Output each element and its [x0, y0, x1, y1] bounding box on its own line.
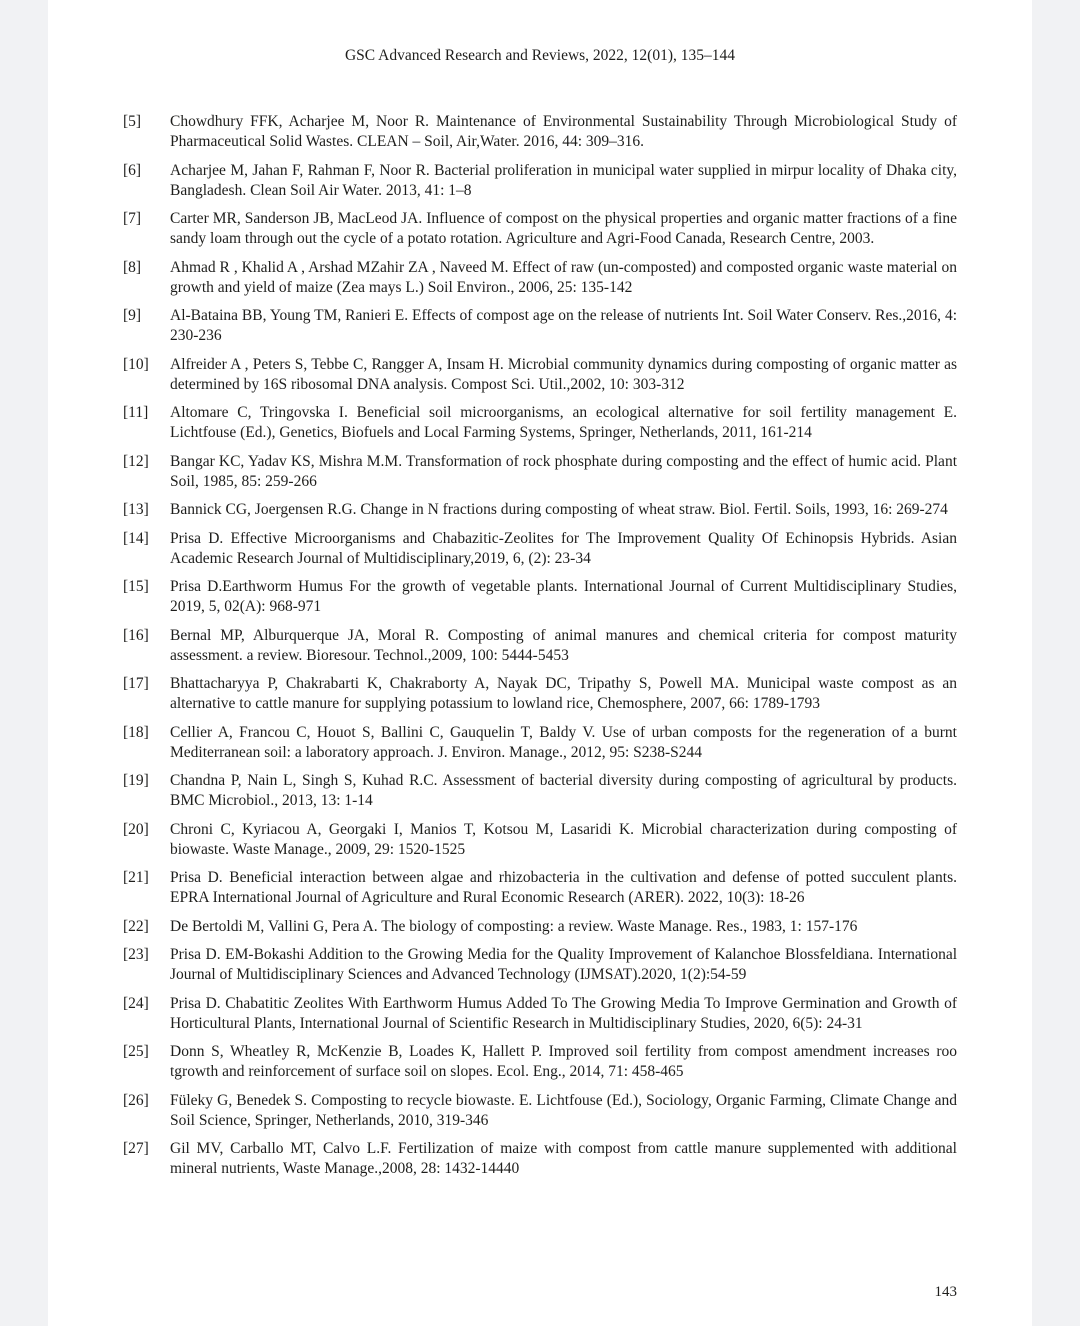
reference-text: Chroni C, Kyriacou A, Georgaki I, Manios T, Kotsou M, Lasaridi K. Microbial characterization during composting of biowaste. Waste Manage., 2009, 29: 1520-1525	[170, 820, 957, 858]
journal-header: GSC Advanced Research and Reviews, 2022, 12(01), 135–144	[344, 47, 735, 64]
reference-text: Alfreider A , Peters S, Tebbe C, Rangger A, Insam H. Microbial community dynamics during composting of organic matter as determined by 16S ribosomal DNA analysis. Compost Sci. Util.,2002, 10: 303-312	[170, 355, 957, 393]
page-number: 143	[934, 1284, 957, 1300]
reference-text: Bangar KC, Yadav KS, Mishra M.M. Transformation of rock phosphate during composting and the effect of humic acid. Plant Soil, 1985, 85: 259-266	[170, 452, 957, 490]
document-page	[48, 0, 1032, 1326]
reference-text: Bhattacharyya P, Chakrabarti K, Chakraborty A, Nayak DC, Tripathy S, Powell MA. Municipal waste compost as an alternative to cattle manure for supplying potassium to lowland rice, Chemosphere, 2007, 66: 1789-1793	[170, 675, 957, 712]
reference-text: Prisa D.Earthworm Humus For the growth of vegetable plants. International Journal of Current Multidisciplinary Studies, 2019, 5, 02(A): 968-971	[170, 578, 957, 615]
reference-number: [20]	[123, 820, 149, 838]
reference-item	[123, 994, 957, 1034]
reference-text: Prisa D. EM-Bokashi Addition to the Growing Media for the Quality Improvement of Kalanchoe Blossfeldiana. International Journal of Multidisciplinary Sciences and Advanced Technology (IJMSAT).2020, 1(2):54-59	[170, 946, 957, 983]
reference-text: Cellier A, Francou C, Houot S, Ballini C, Gauquelin T, Baldy V. Use of urban composts for the regeneration of a burnt Mediterranean soil: a laboratory approach. J. Environ. Manage., 2012, 95: S238-S244	[170, 723, 957, 761]
reference-number: [27]	[123, 1140, 149, 1157]
reference-text: Prisa D. Beneficial interaction between algae and rhizobacteria in the cultivation and defense of potted succulent plants. EPRA International Journal of Agriculture and Rural Economic Research (ARER). 2022, 10(3): 18-26	[170, 869, 957, 906]
reference-text: Chowdhury FFK, Acharjee M, Noor R. Maintenance of Environmental Sustainability Through Microbiological Study of Pharmaceutical Solid Wastes. CLEAN – Soil, Air,Water. 2016, 44: 309–316.	[170, 113, 957, 150]
reference-item	[123, 112, 957, 152]
reference-item	[123, 1139, 957, 1179]
reference-text: Donn S, Wheatley R, McKenzie B, Loades K, Hallett P. Improved soil fertility from compost amendment increases roo tgrowth and reinforcement of surface soil on slopes. Ecol. Eng., 2014, 71: 458-465	[170, 1043, 957, 1080]
reference-item	[123, 577, 957, 617]
reference-item	[123, 529, 957, 569]
reference-number: [12]	[123, 452, 149, 470]
reference-text: Chandna P, Nain L, Singh S, Kuhad R.C. Assessment of bacterial diversity during composting of agricultural by products. BMC Microbiol., 2013, 13: 1-14	[170, 772, 957, 809]
reference-number: [21]	[123, 869, 149, 886]
reference-item	[123, 1091, 957, 1131]
reference-text: Bernal MP, Alburquerque JA, Moral R. Composting of animal manures and chemical criteria for compost maturity assessment. a review. Bioresour. Technol.,2009, 100: 5444-5453	[170, 626, 957, 664]
reference-number: [22]	[123, 917, 149, 935]
reference-number: [26]	[123, 1091, 149, 1109]
reference-text: Gil MV, Carballo MT, Calvo L.F. Fertilization of maize with compost from cattle manure supplemented with additional mineral nutrients, Waste Manage.,2008, 28: 1432-14440	[170, 1140, 957, 1177]
reference-item	[123, 945, 957, 985]
references-list	[123, 112, 957, 1179]
reference-text: Ahmad R , Khalid A , Arshad MZahir ZA , Naveed M. Effect of raw (un-composted) and composted organic waste material on growth and yield of maize (Zea mays L.) Soil Environ., 2006, 25: 135-142	[170, 258, 957, 296]
reference-text: Carter MR, Sanderson JB, MacLeod JA. Influence of compost on the physical properties and organic matter fractions of a fine sandy loam through out the cycle of a potato rotation. Agriculture and Agri-Food Canada, Research Centre, 2003.	[170, 210, 957, 247]
reference-item	[123, 258, 957, 298]
reference-number: [10]	[123, 355, 149, 373]
reference-text: Altomare C, Tringovska I. Beneficial soil microorganisms, an ecological alternative for soil fertility management E. Lichtfouse (Ed.), Genetics, Biofuels and Local Farming Systems, Springer, Netherlands, 2011, 161-214	[170, 404, 957, 441]
reference-number: [25]	[123, 1043, 149, 1060]
reference-item	[123, 820, 957, 860]
reference-item	[123, 723, 957, 763]
reference-number: [11]	[123, 404, 149, 421]
reference-item	[123, 209, 957, 249]
reference-number: [9]	[123, 307, 142, 324]
reference-number: [24]	[123, 994, 149, 1012]
reference-number: [15]	[123, 578, 149, 595]
reference-item	[123, 868, 957, 908]
reference-number: [16]	[123, 626, 149, 644]
reference-item	[123, 1042, 957, 1082]
reference-number: [8]	[123, 258, 142, 276]
reference-item	[123, 355, 957, 395]
reference-number: [7]	[123, 210, 142, 227]
reference-number: [14]	[123, 529, 149, 547]
reference-number: [17]	[123, 675, 149, 692]
reference-text: Bannick CG, Joergensen R.G. Change in N fractions during composting of wheat straw. Biol. Fertil. Soils, 1993, 16: 269-274	[170, 501, 948, 518]
reference-text: Al-Bataina BB, Young TM, Ranieri E. Effects of compost age on the release of nutrients Int. Soil Water Conserv. Res.,2016, 4: 230-236	[170, 307, 957, 344]
reference-item	[123, 403, 957, 443]
reference-item	[123, 500, 957, 520]
reference-number: [19]	[123, 772, 149, 789]
reference-item	[123, 771, 957, 811]
reference-text: Acharjee M, Jahan F, Rahman F, Noor R. Bacterial proliferation in municipal water supplied in mirpur locality of Dhaka city, Bangladesh. Clean Soil Air Water. 2013, 41: 1–8	[170, 161, 957, 199]
reference-item	[123, 626, 957, 666]
reference-item	[123, 161, 957, 201]
reference-item	[123, 452, 957, 492]
reference-number: [5]	[123, 113, 142, 130]
reference-text: Prisa D. Chabatitic Zeolites With Earthworm Humus Added To The Growing Media To Improve Germination and Growth of Horticultural Plants, International Journal of Scientific Research in Multidisciplinary Studies, 2020, 6(5): 24-31	[170, 994, 957, 1032]
reference-item	[123, 306, 957, 346]
reference-item	[123, 674, 957, 714]
reference-item	[123, 917, 957, 937]
reference-text: Prisa D. Effective Microorganisms and Chabazitic-Zeolites for The Improvement Quality Of Echinopsis Hybrids. Asian Academic Research Journal of Multidisciplinary,2019, 6, (2): 23-34	[170, 529, 957, 567]
reference-text: Füleky G, Benedek S. Composting to recycle biowaste. E. Lichtfouse (Ed.), Sociology, Organic Farming, Climate Change and Soil Science, Springer, Netherlands, 2010, 319-346	[170, 1091, 957, 1129]
reference-number: [23]	[123, 946, 149, 963]
reference-number: [13]	[123, 501, 149, 518]
reference-text: De Bertoldi M, Vallini G, Pera A. The biology of composting: a review. Waste Manage. Res., 1983, 1: 157-176	[170, 917, 858, 935]
reference-number: [18]	[123, 723, 149, 741]
reference-number: [6]	[123, 161, 142, 179]
